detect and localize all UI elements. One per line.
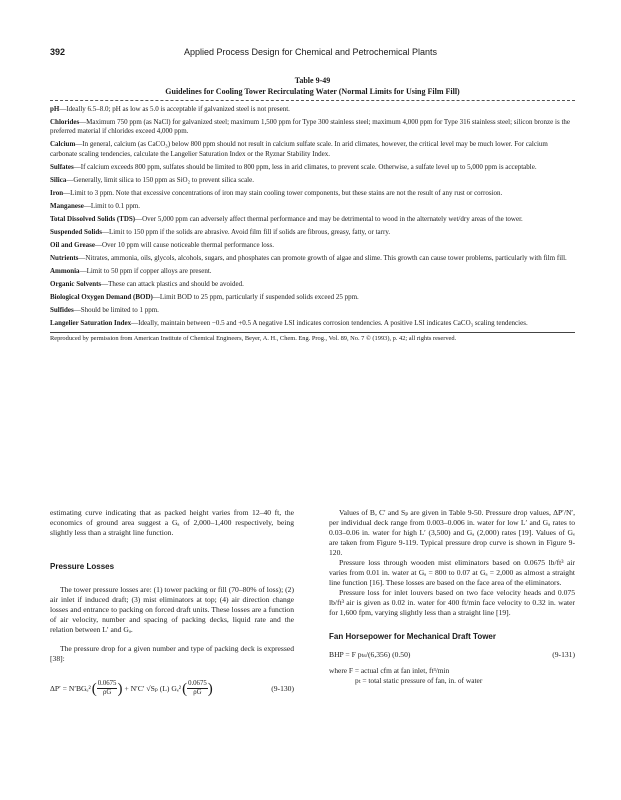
section-heading-fan-horsepower: Fan Horsepower for Mechanical Draft Tower <box>329 632 496 641</box>
table-entry <box>50 267 575 276</box>
right-column <box>329 508 575 686</box>
table-entry <box>50 293 575 302</box>
running-title: Applied Process Design for Chemical and Petrochemical Plants <box>183 47 438 57</box>
guidelines-table <box>50 75 575 343</box>
entry-text: —In general, calcium (as CaCO₃) below 800 ppm should not result in calcium sulfate scale. In arid climates, however, the critical level may be much lower. For calcium carbonate scaling tendencies, calculate the Langelier Saturation Index or the Ryznar Stability Index. <box>50 140 548 158</box>
entry-text: —Limit to 3 ppm. Note that excessive concentrations of iron may stain cooling tower components, but these stains are not the result of any rust or corrosion. <box>63 188 503 197</box>
where-definition: where F = actual cfm at fan inlet, ft³/min <box>329 666 450 675</box>
entry-term: Manganese <box>50 201 84 210</box>
equation-number: (9-130) <box>271 683 294 693</box>
table-entry <box>50 241 575 250</box>
entry-text: —Limit to 0.1 ppm. <box>83 201 141 210</box>
table-entry <box>50 215 575 224</box>
body-paragraph: estimating curve indicating that as packed height varies from 12–40 ft, the economics of ground area suggest a Gₐ of 2,000–1,400 respectively, being slightly less than a straight line function. <box>50 508 294 537</box>
equation-middle: + N′C′ √Sₚ (L) Gₑ² <box>124 683 182 693</box>
table-entry <box>50 189 575 198</box>
equation-fraction: 0.0675 ρG <box>188 680 207 696</box>
entry-text: —Limit to 150 ppm if the solids are abrasive. Avoid film fill if solids are fibrous, greasy, fatty, or tarry. <box>101 227 391 236</box>
table-entry <box>50 163 575 172</box>
reproduction-note: Reproduced by permission from American Institute of Chemical Engineers, Beyer, A. H., Chem. Eng. Prog., Vol. 89, No. 7 © (1993), p. 42; all rights reserved. <box>50 334 457 342</box>
entry-term: Ammonia <box>50 266 80 275</box>
table-entry <box>50 140 575 159</box>
entry-text: —Over 10 ppm will cause noticeable thermal performance loss. <box>94 240 275 249</box>
table-entry <box>50 306 575 315</box>
page-number: 392 <box>50 47 66 57</box>
entry-term: Calcium <box>50 140 76 149</box>
entry-term: Sulfides <box>50 305 74 314</box>
table-bottom-rule <box>50 332 575 333</box>
table-top-rule <box>50 100 575 101</box>
equation-fraction: 0.0675 ρG <box>97 680 117 696</box>
section-heading-pressure-losses: Pressure Losses <box>50 562 115 571</box>
entry-term: pH <box>50 105 60 113</box>
entry-text: —These can attack plastics and should be avoided. <box>101 279 244 288</box>
entry-text: —Ideally 6.5–8.0; pH as low as 5.0 is acceptable if galvanized steel is not present. <box>59 105 290 113</box>
table-entry <box>50 105 575 114</box>
entry-text: —Generally, limit silica to 150 ppm as SiO₂ to prevent silica scale. <box>66 175 254 184</box>
entry-term: Nutrients <box>50 253 79 262</box>
entry-text: —Should be limited to 1 ppm. <box>73 305 159 314</box>
entry-term: Total Dissolved Solids (TDS) <box>50 214 136 223</box>
entry-term: Langelier Saturation Index <box>50 318 132 327</box>
entry-term: Biological Oxygen Demand (BOD) <box>50 292 153 301</box>
equation-9-130: ΔP′ = N′BGₑ² ( 0.0675 ρG ) + N′C′ √Sₚ (L) Gₑ² ( 0.0675 ρG ) (9-130) <box>50 680 294 697</box>
entry-text: —Over 5,000 ppm can adversely affect thermal performance and may be detrimental to wood in the alternately wet/dry areas of the tower. <box>135 214 523 223</box>
table-entry <box>50 254 575 263</box>
entry-text: —Limit to 50 ppm if copper alloys are present. <box>79 266 212 275</box>
equation-lhs: ΔP′ = N′BGₑ² <box>50 683 91 693</box>
equation-number: (9-131) <box>552 650 575 659</box>
equation-bhp: BHP = F pₜₛ/(6,356) (0.50) <box>329 650 411 659</box>
where-definition: pₜ = total static pressure of fan, in. of water <box>355 676 483 685</box>
entry-text: —If calcium exceeds 800 ppm, sulfates should be limited to 800 ppm, less in arid climates, to prevent scale. Otherwise, a sulfate level up to 5,000 ppm is acceptable. <box>73 162 537 171</box>
entry-term: Chlorides <box>50 118 80 126</box>
body-paragraph: Pressure loss through wooden mist eliminators based on 0.0675 lb/ft³ air varies from 0.01 in. water at Gₐ = 800 to 0.07 at Gₐ = 2,000 as almost a straight line function [16]. These losses are based on the face area of the eliminators. <box>329 558 575 587</box>
table-entry <box>50 228 575 237</box>
entry-term: Iron <box>50 188 64 197</box>
entry-text: —Ideally, maintain between −0.5 and +0.5 A negative LSI indicates corrosion tendencies. A positive LSI indicates CaCO₃ scaling tendencies. <box>131 318 528 327</box>
entry-text: —Maximum 750 ppm (as NaCl) for galvanized steel; maximum 1,500 ppm for Type 300 stainless steel; maximum 4,000 ppm for Type 316 stainless steel; silicon bronze is the preferred material if chlorides exceed 4,000 ppm. <box>50 118 570 136</box>
table-entry <box>50 319 575 328</box>
table-entry <box>50 176 575 185</box>
entry-text: —Limit BOD to 25 ppm, particularly if suspended solids exceed 25 ppm. <box>152 292 359 301</box>
entry-term: Suspended Solids <box>50 227 102 236</box>
equation-9-131 <box>329 650 575 660</box>
table-entries <box>50 105 575 328</box>
left-column <box>50 508 294 697</box>
table-entry <box>50 280 575 289</box>
table-entry <box>50 118 575 137</box>
entry-term: Silica <box>50 175 67 184</box>
table-title: Guidelines for Cooling Tower Recirculating Water (Normal Limits for Using Film Fill) <box>165 87 460 96</box>
body-paragraph: The tower pressure losses are: (1) tower packing or fill (70–80% of loss); (2) air inlet if induced draft; (3) mist eliminators at top; (4) air direction change losses and entrance to packing on forced draft units. These losses are a function of air velocity, number and spacing of packing decks, liquid rate and the relation between L′ and Gₐ. <box>50 585 294 634</box>
entry-term: Sulfates <box>50 162 74 171</box>
table-number: Table 9-49 <box>294 76 331 85</box>
entry-term: Organic Solvents <box>50 279 102 288</box>
body-paragraph: Values of B, C′ and Sₚ are given in Table 9-50. Pressure drop values, ΔP′/N′, per individual deck range from 0.003–0.006 in. water for low L′ and Gₐ rates to 0.03–0.06 in. water for high L′ (3,500) and Gₐ (2,000) rates [19]. Values of Gₑ are taken from Figure 9-119. Typical pressure drop curve is shown in Figure 9-120. <box>329 508 575 557</box>
body-paragraph: The pressure drop for a given number and type of packing deck is expressed [38]: <box>50 644 294 663</box>
entry-term: Oil and Grease <box>50 240 95 249</box>
entry-text: —Nitrates, ammonia, oils, glycols, alcohols, sugars, and phosphates can promote growth of algae and slime. This growth can cause tower problems, particularly with film fill. <box>78 253 567 262</box>
table-entry <box>50 202 575 211</box>
body-paragraph: Pressure loss for inlet louvers based on two face velocity heads and 0.075 lb/ft³ air is given as 0.02 in. water for 400 ft/min face velocity to 0.32 in. water for 1,600 fpm, varying slightly less than a straight line [19]. <box>329 588 575 617</box>
